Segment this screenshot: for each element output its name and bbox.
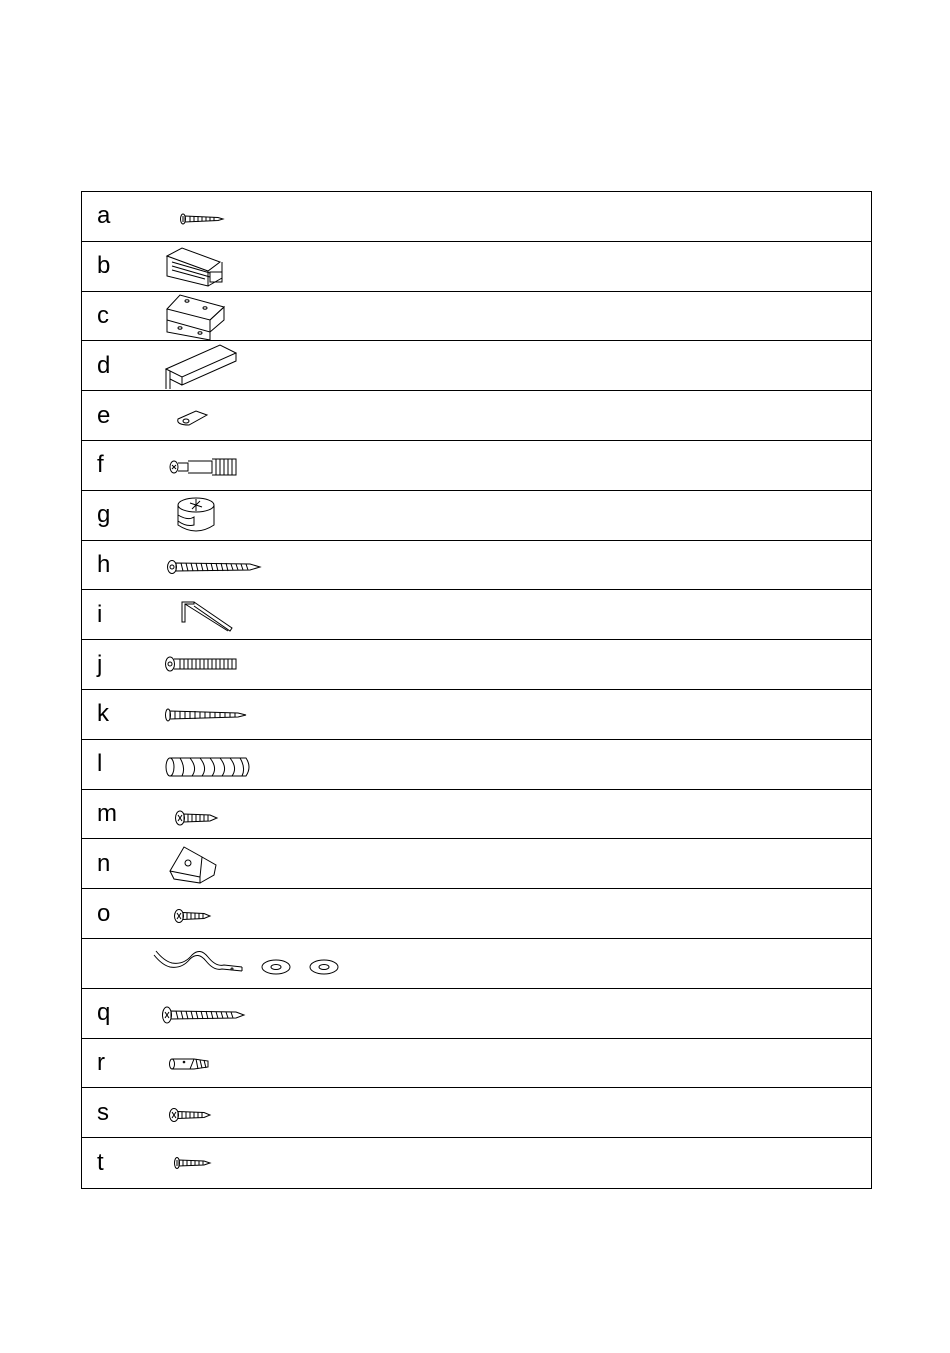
part-row-a	[82, 192, 871, 242]
drawer-rail-icon	[150, 341, 380, 390]
part-letter: g	[97, 501, 111, 529]
part-letter: i	[97, 600, 103, 628]
cam-bolt-icon	[150, 441, 380, 490]
part-letter: l	[97, 750, 103, 778]
long-screw-icon	[150, 541, 380, 590]
part-letter: j	[97, 650, 103, 678]
part-row-t	[82, 1138, 871, 1188]
part-letter: d	[97, 351, 111, 379]
corner-block-icon	[150, 839, 380, 888]
allen-key-icon	[150, 590, 380, 639]
part-row-c	[82, 292, 871, 342]
part-row-p	[82, 939, 871, 989]
pan-head-screw-icon	[150, 790, 380, 839]
part-row-m	[82, 790, 871, 840]
countersunk-screw-icon	[150, 690, 380, 739]
part-row-j	[82, 640, 871, 690]
part-row-e	[82, 391, 871, 441]
part-letter: k	[97, 700, 109, 728]
part-row-l	[82, 740, 871, 790]
wall-strap-and-washers-icon	[150, 939, 380, 988]
small-plate-icon	[150, 391, 380, 440]
part-letter: e	[97, 401, 111, 429]
part-letter: h	[97, 550, 111, 578]
part-row-o	[82, 889, 871, 939]
part-letter: r	[97, 1048, 105, 1076]
part-row-r	[82, 1039, 871, 1089]
part-row-s	[82, 1088, 871, 1138]
part-letter: m	[97, 799, 117, 827]
wooden-dowel-icon	[150, 740, 380, 789]
part-letter: n	[97, 849, 111, 877]
part-row-b	[82, 242, 871, 292]
flat-head-screw-icon	[150, 192, 380, 241]
connector-bolt-icon	[150, 640, 380, 689]
part-letter: o	[97, 899, 111, 927]
round-head-screw-icon	[150, 1088, 380, 1137]
part-row-g	[82, 491, 871, 541]
part-row-f	[82, 441, 871, 491]
wall-plug-icon	[150, 1039, 380, 1088]
short-screw-icon	[150, 889, 380, 938]
part-row-q	[82, 989, 871, 1039]
part-letter: a	[97, 202, 111, 230]
part-row-i	[82, 590, 871, 640]
part-letter: t	[97, 1149, 104, 1177]
bracket-icon	[150, 292, 380, 341]
part-letter: c	[97, 301, 109, 329]
small-flat-screw-icon	[150, 1138, 380, 1188]
part-row-k	[82, 690, 871, 740]
part-row-d	[82, 341, 871, 391]
part-letter: q	[97, 999, 111, 1027]
parts-table	[81, 191, 872, 1189]
wall-screw-icon	[150, 989, 380, 1038]
cam-lock-icon	[150, 491, 380, 540]
part-letter: b	[97, 252, 111, 280]
part-letter: s	[97, 1098, 109, 1126]
part-letter: f	[97, 451, 104, 479]
part-row-n	[82, 839, 871, 889]
magnetic-catch-icon	[150, 242, 380, 291]
part-row-h	[82, 541, 871, 591]
